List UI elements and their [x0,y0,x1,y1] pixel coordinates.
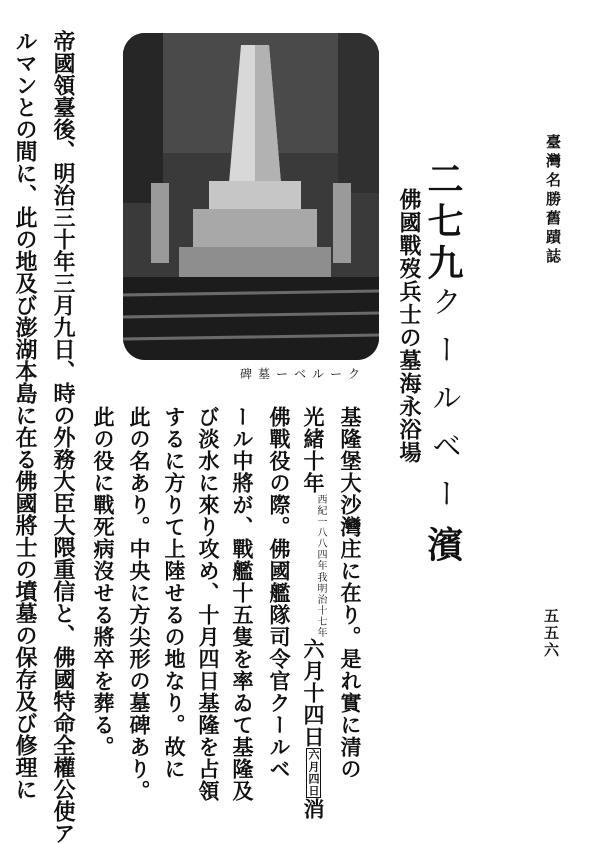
inline-date-note [315,494,326,638]
photo-caption: 碑墓ーベルーク [240,367,367,381]
body-column-8: 此の役に戰死病沒せる將卒を葬る。 [91,406,116,758]
body-text: 光緒十年 [301,406,326,494]
body-column-3: 佛戰役の際。佛國艦隊司令官クールベ [267,406,292,780]
body-column-7: 此の名あり。中央に方尖形の墓碑あり。 [127,406,152,802]
body-column-5: び淡水に來り攻め、十月四日基隆を占領 [196,406,221,802]
body-text: 消 [301,798,326,820]
body-column-2 [300,406,326,820]
page-number: 五五六 [542,608,560,659]
body-column-9: 帝國領臺後、明治三十年三月九日、時の外務大臣大隈重信と、佛國特命全權公使ア [50,30,76,844]
running-header-title: 臺灣名勝舊蹟誌 [544,134,562,267]
entry-title [421,160,465,568]
body-column-6: するに方りて上陸せるの地なり。故に [162,406,187,780]
date-note-japan: 我明治十七年 [315,572,326,638]
date-note-lunar: 六月四日 [307,749,320,797]
monument-photo [123,33,379,360]
body-text: 六月十四日 [301,638,326,748]
entry-number: 二七九 [422,160,464,286]
body-column-4: ール中將が、戰艦十五隻を率ゐて基隆及 [230,406,255,802]
obelisk-image [123,33,379,360]
body-column-10: ルマンとの間に、此の地及び澎湖本島に在る佛國將士の墳墓の保存及び修理に [12,30,38,800]
date-note-western: 西紀一八八四年 [315,494,326,571]
body-column-1: 基隆堡大沙灣庄に在り。是れ實に清の [338,406,363,780]
entry-title-kana: クールベー [426,286,461,526]
entry-title-suffix: 濱 [422,526,464,568]
entry-subtitle: 佛國戰歿兵士の墓海永浴場 [396,188,422,464]
